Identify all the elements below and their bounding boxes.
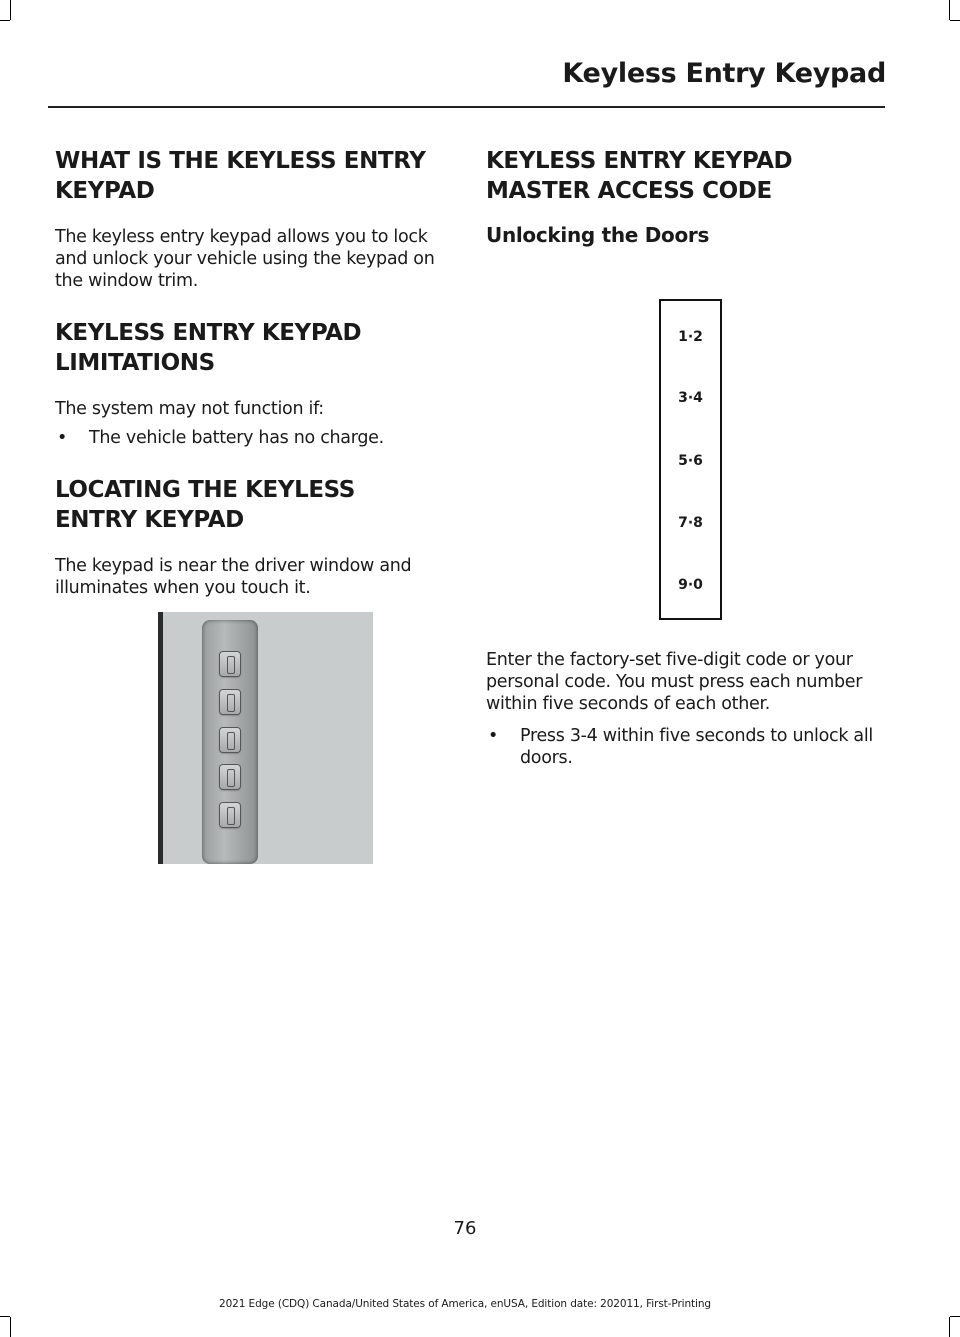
page-number: 76 <box>453 1218 477 1239</box>
what-is-paragraph: The keyless entry keypad allows you to lock and unlock your vehicle using the keypad on the window trim. <box>55 227 435 291</box>
photo-key <box>220 728 240 752</box>
page-title: Keyless Entry Keypad <box>562 58 886 89</box>
keypad-label: 5·6 <box>678 453 703 469</box>
locating-paragraph: The keypad is near the driver window and illuminates when you touch it. <box>55 556 412 598</box>
photo-key <box>220 803 240 827</box>
limitations-paragraph: The system may not function if: <box>55 399 324 419</box>
keypad-diagram <box>659 299 722 620</box>
right-column <box>486 146 886 248</box>
photo-key <box>220 652 240 676</box>
header-rule <box>48 106 885 108</box>
right-column-body <box>486 649 886 769</box>
crop-mark <box>0 1316 10 1317</box>
master-code-bullet: • Press 3-4 within five seconds to unlock all doors. <box>486 725 886 769</box>
crop-mark <box>10 0 11 20</box>
crop-mark <box>0 20 10 21</box>
crop-mark <box>949 1317 950 1337</box>
section-heading-locating: LOCATING THE KEYLESS ENTRY KEYPAD <box>55 477 355 533</box>
photo-key <box>220 765 240 789</box>
keypad-photo <box>158 612 373 864</box>
crop-mark <box>949 0 950 20</box>
keypad-label: 9·0 <box>678 577 703 593</box>
window-frame-edge <box>158 612 163 864</box>
keypad-label: 1·2 <box>678 329 703 345</box>
crop-mark <box>10 1317 11 1337</box>
limitations-bullet: • The vehicle battery has no charge. <box>55 427 450 449</box>
keypad-label: 3·4 <box>678 390 703 406</box>
section-heading-what-is: WHAT IS THE KEYLESS ENTRY KEYPAD <box>55 148 426 204</box>
section-heading-limitations: KEYLESS ENTRY KEYPAD LIMITATIONS <box>55 320 362 376</box>
crop-mark <box>950 1316 960 1317</box>
subheading-unlocking: Unlocking the Doors <box>486 223 710 247</box>
left-column <box>55 146 450 599</box>
keypad-label: 7·8 <box>678 515 703 531</box>
crop-mark <box>950 20 960 21</box>
footer-edition: 2021 Edge (CDQ) Canada/United States of America, enUSA, Edition date: 202011, First-Printing <box>219 1298 711 1310</box>
master-code-paragraph: Enter the factory-set five-digit code or your personal code. You must press each number within five seconds of each other. <box>486 650 863 714</box>
photo-key <box>220 690 240 714</box>
section-heading-master-code: KEYLESS ENTRY KEYPAD MASTER ACCESS CODE <box>486 148 793 204</box>
